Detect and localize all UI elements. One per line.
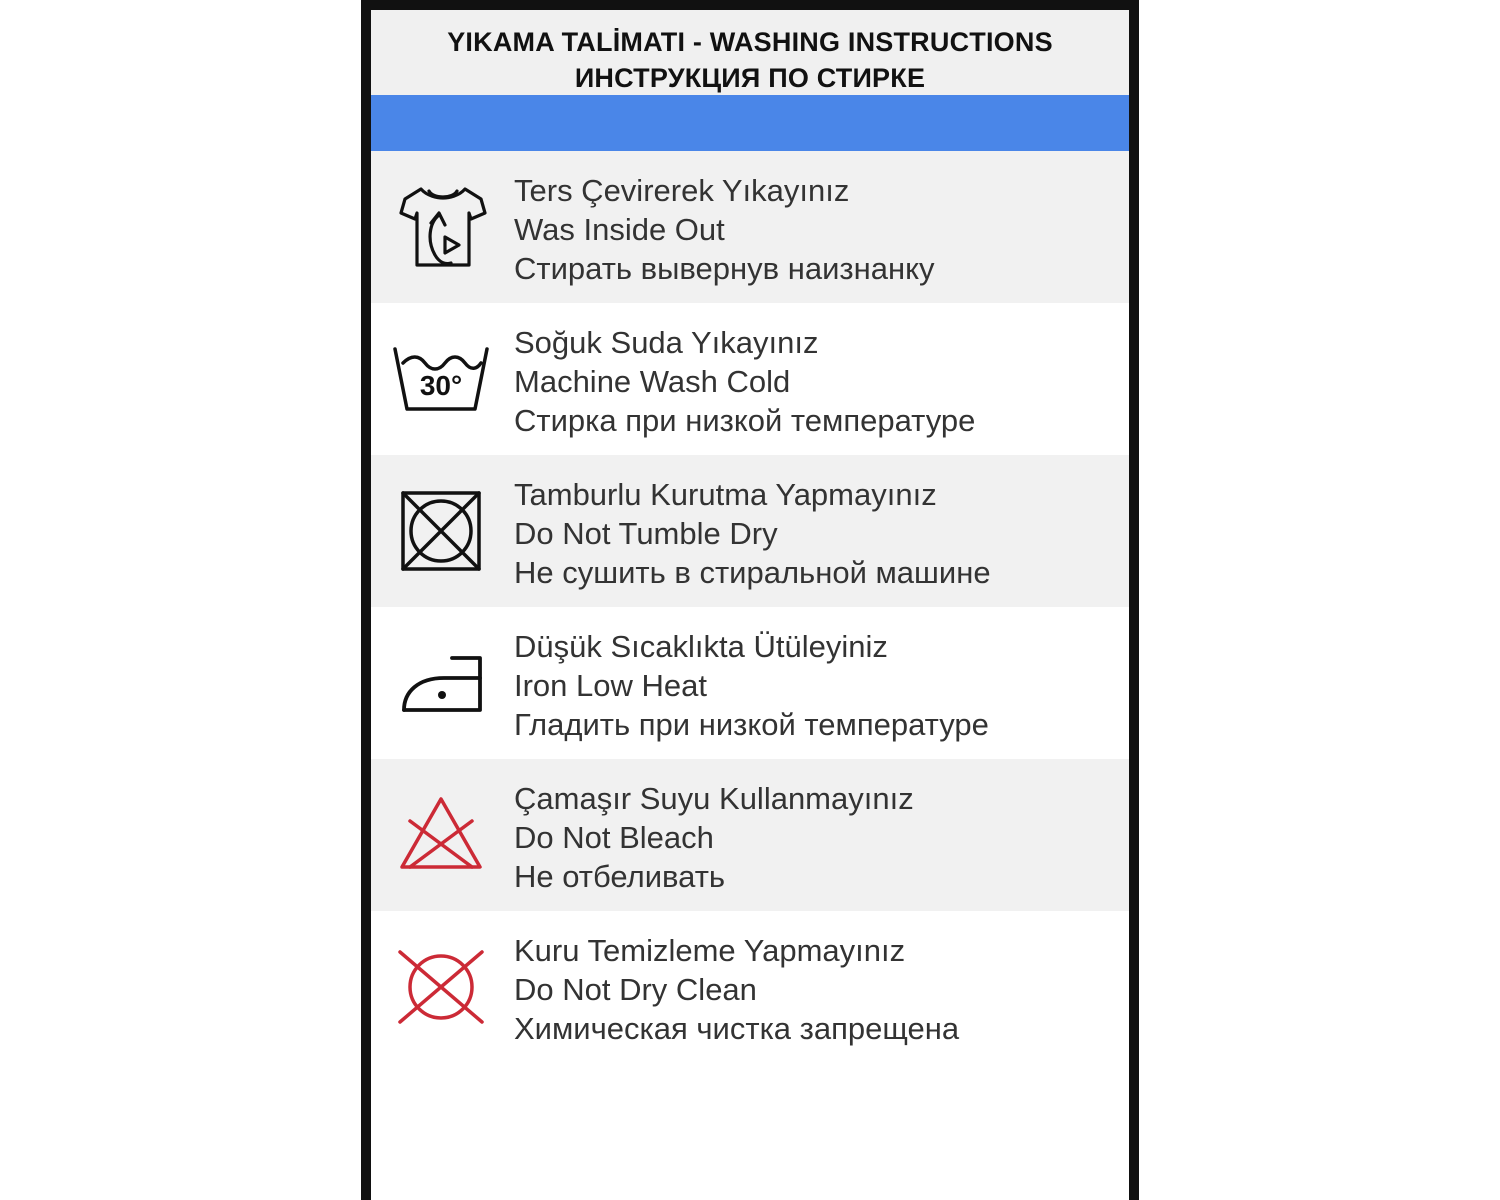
instruction-text-group [514,475,991,592]
instruction-row-wash-cold [371,303,1129,455]
instruction-english: Machine Wash Cold [514,364,791,399]
instruction-russian: Не отбеливать [514,859,726,894]
instruction-turkish: Kuru Temizleme Yapmayınız [514,933,906,968]
instruction-turkish: Düşük Sıcaklıkta Ütüleyiniz [514,629,888,664]
shirt-inside-out-icon [391,177,491,277]
instruction-turkish: Soğuk Suda Yıkayınız [514,325,819,360]
no-bleach-icon [391,785,491,885]
instruction-row-inside-out [371,151,1129,303]
instruction-turkish: Ters Çevirerek Yıkayınız [514,173,850,208]
instruction-text-group [514,779,914,896]
wash-temperature-label: 30° [419,370,463,401]
instruction-russian: Гладить при низкой температуре [514,707,989,742]
iron-low-heat-icon [391,633,491,733]
instruction-turkish: Çamaşır Suyu Kullanmayınız [514,781,914,816]
instruction-english: Iron Low Heat [514,668,707,703]
header-title-line-1: YIKAMA TALİMATI - WASHING INSTRUCTIONS [447,27,1053,57]
instruction-text-group [514,931,959,1048]
instruction-row-no-bleach [371,759,1129,911]
no-dry-clean-icon [391,937,491,1037]
instruction-english: Was Inside Out [514,212,725,247]
no-tumble-dry-icon [391,481,491,581]
wash-tub-30-icon [391,329,491,429]
instruction-english: Do Not Tumble Dry [514,516,778,551]
instruction-text-group [514,323,975,440]
instruction-russian: Стирка при низкой температуре [514,403,976,438]
instruction-list [371,151,1129,1063]
instruction-row-iron-low [371,607,1129,759]
instruction-russian: Стирать вывернув наизнанку [514,251,935,286]
instruction-text-group [514,627,989,744]
header-title-line-2: ИНСТРУКЦИЯ ПО СТИРКЕ [574,63,926,93]
instruction-turkish: Tamburlu Kurutma Yapmayınız [514,477,937,512]
instruction-russian: Химическая чистка запрещена [514,1011,960,1046]
instruction-row-no-tumble-dry [371,455,1129,607]
instruction-english: Do Not Bleach [514,820,714,855]
label-header [371,10,1129,95]
washing-instructions-label [361,0,1139,1200]
instruction-text-group [514,171,935,288]
instruction-row-no-dry-clean [371,911,1129,1063]
instruction-russian: Не сушить в стиральной машине [514,555,991,590]
instruction-english: Do Not Dry Clean [514,972,757,1007]
accent-bar [371,95,1129,151]
